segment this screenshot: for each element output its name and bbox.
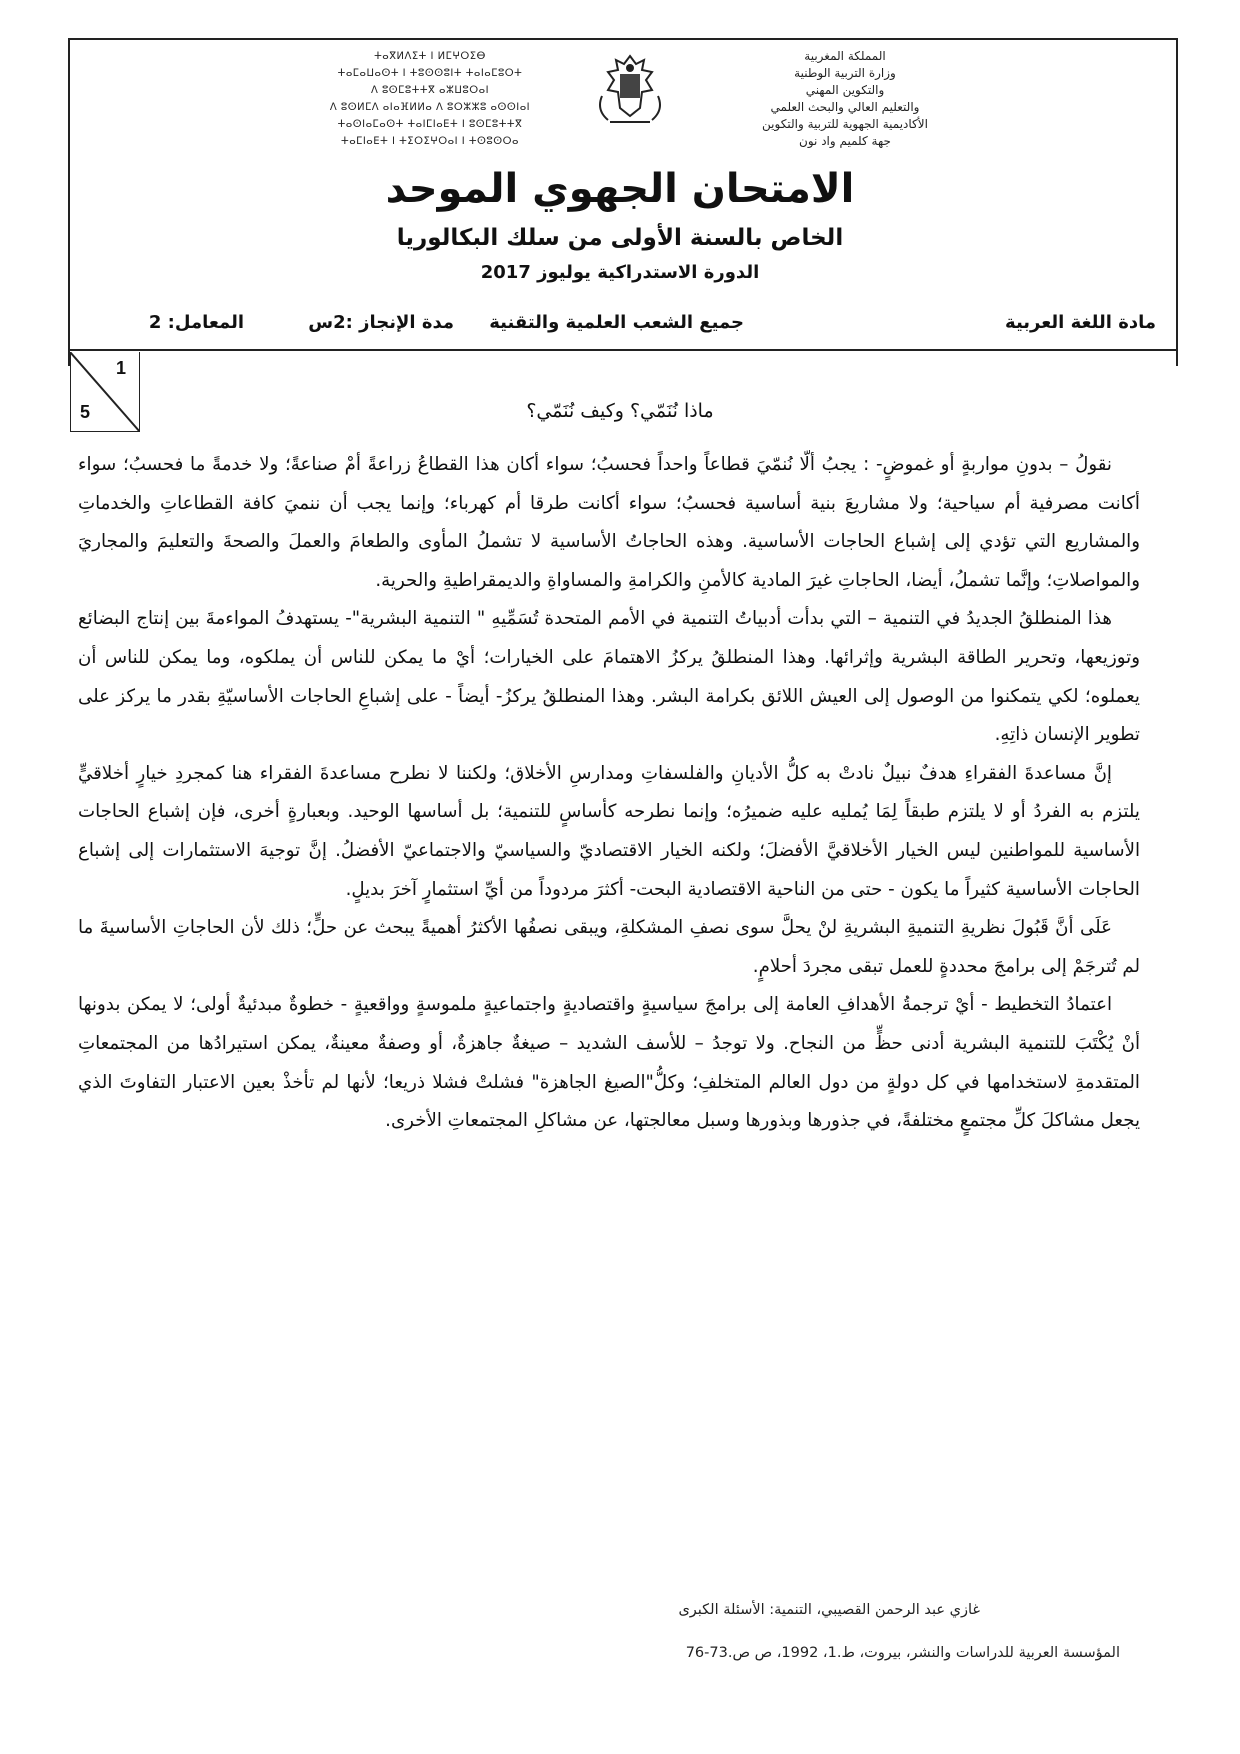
ministry-line: والتكوين المهني [805,83,885,97]
text-title: ماذا نُنَمّي؟ وكيف نُنَمّي؟ [526,400,714,422]
duration-label: مدة الإنجاز :2س [308,312,454,333]
tifinagh-line: ⴷ ⵓⵙⵎⵓⵜⵜⴳ ⴰⵣⵡⵓⵔⴰⵏ [370,85,490,96]
ministry-line: والتعليم العالي والبحث العلمي [770,100,920,114]
streams-label: جميع الشعب العلمية والتقنية [489,312,744,333]
ministry-line: الأكاديمية الجهوية للتربية والتكوين [762,117,928,131]
ministry-line: جهة كلميم واد نون [799,134,891,148]
paragraph: هذا المنطلقُ الجديدُ في التنمية – التي بدأت أدبياتُ التنمية في الأمم المتحدة تُسَمِّيهِ " التنمية البشرية"- يستهدفُ المواءمةَ بين إنتاج البضائع وتوزيعها، وتحرير الطاقة البشرية وإثرائها. وهذا المنطلقُ يركزُ الاهتمامَ على الخيارات؛ أيْ ما يمكن للناس أن يملكوه، وما يمكن للناس أن يعملوه؛ لكي يتمكنوا من الوصول إلى العيش اللائق بكرامة البشر. وهذا المنطلقُ يركزُ- أيضاً - على إشباعِ الحاجات الأساسيّةِ بقدر ما يركز على تطوير الإنسان ذاتِهِ. [78,608,1140,746]
source-author: غازي عبد الرحمن القصيبي، التنمية: الأسئلة الكبرى [678,1602,980,1618]
page-total: 5 [80,402,91,422]
subject-label: مادة اللغة العربية [1005,312,1156,333]
coefficient-label: المعامل: 2 [148,312,244,333]
divider [68,349,1178,351]
text-body [78,446,1140,1141]
exam-session: الدورة الاستدراكية يوليوز 2017 [480,262,760,283]
ministry-header [680,48,1010,150]
royal-emblem-icon [590,50,670,130]
exam-title: الامتحان الجهوي الموحد [385,166,855,212]
tifinagh-line: ⵜⴰⵙⵏⴰⵎⴰⵙⵜ ⵜⴰⵏⵎⵏⴰⴹⵜ ⵏ ⵓⵙⵎⵓⵜⵜⴳ [337,119,523,130]
exam-subtitle: الخاص بالسنة الأولى من سلك البكالوريا [396,225,844,251]
ministry-line: وزارة التربية الوطنية [794,66,896,80]
paragraph: عَلَى أنَّ قَبُولَ نظريةِ التنميةِ البشريةِ لنْ يحلَّ سوى نصفِ المشكلةِ، ويبقى نصفُها الأكثرُ أهميةً يبحث عن حلٍّ؛ ذلك لأن الحاجاتِ الأساسيةَ ما لم تُترجَمْ إلى برامجَ محددةٍ للعمل تبقى مجردَ أحلامٍ. [78,917,1140,977]
paragraph: اعتمادُ التخطيط - أيْ ترجمةُ الأهدافِ العامة إلى برامجَ سياسيةٍ واقتصاديةٍ واجتماعيةٍ ملموسةٍ وواقعيةٍ - خطوةٌ مبدئيةٌ أولى؛ لا يمكن بدونها أنْ يُكْتَبَ للتنمية البشرية أدنى حظٍّ من النجاح. ولا توجدُ – للأسف الشديد – صيغةٌ جاهزةٌ، أو وصفةٌ معينةٌ، يمكن استيرادُها من المجتمعاتِ المتقدمةِ لاستخدامها في كل دولةٍ من دول العالم المتخلفِ؛ وكلُّ"الصيغ الجاهزة" فشلتْ فشلا ذريعا؛ لأنها لم تأخذْ بعين الاعتبار التفاوتَ الذي يجعل مشاكلَ كلِّ مجتمعٍ مختلفةً، في جذورها وبذورها وسبل معالجتها، عن مشاكلِ المجتمعاتِ الأخرى. [78,994,1140,1132]
source-publisher: المؤسسة العربية للدراسات والنشر، بيروت، ط.1، 1992، ص ص.73-76 [685,1645,1120,1661]
tifinagh-line: ⵜⴰⴳⵍⴷⵉⵜ ⵏ ⵍⵎⵖⵔⵉⴱ [374,51,486,62]
tifinagh-line: ⵜⴰⵎⴰⵡⴰⵙⵜ ⵏ ⵜⵓⵙⵙⵓⵏⵜ ⵜⴰⵏⴰⵎⵓⵔⵜ [337,68,523,79]
tifinagh-line: ⵜⴰⵎⵏⴰⴹⵜ ⵏ ⵜⵉⵔⵉⵖⵔⴰⵏ ⵏ ⵜⵙⵓⵙⵔⴰ [341,136,519,147]
tifinagh-header [270,48,590,150]
paragraph: إنَّ مساعدةَ الفقراءِ هدفٌ نبيلٌ نادتْ به كلُّ الأديانِ والفلسفاتِ ومدارسِ الأخلاق؛ ولكننا لا نطرح مساعدةَ الفقراء هنا كمجردِ خيارٍ أخلاقيٍّ يلتزم به الفردُ أو لا يلتزم طبقاً لِمَا يُمليه عليه ضميرُه؛ وإنما نطرحه كأساسٍ للتنمية؛ بل أساسها الوحيد. وبعبارةٍ أخرى، فإن إشباع الحاجات الأساسية للمواطنين ليس الخيار الأخلاقيَّ الأفضلَ؛ ولكنه الخيار الاقتصاديّ والسياسيّ والاجتماعيّ الأفضلُ. إنَّ توجيهَ الاستثمارات إلى إشباع الحاجات الأساسية كثيراً ما يكون - حتى من الناحية الاقتصادية البحت- أكثرَ مردوداً من أيِّ استثمارٍ آخرَ بديلٍ. [78,762,1140,900]
tifinagh-line: ⴷ ⵓⵙⵍⵎⴷ ⴰⵏⴰⴼⵍⵍⴰ ⴷ ⵓⵔⵣⵣⵓ ⴰⵙⵙⵏⴰⵏ [329,102,531,113]
paragraph: نقولُ – بدونِ مواربةٍ أو غموضٍ- : يجبُ ألّا نُنمّيَ قطاعاً واحداً فحسبُ؛ سواء أكان هذا القطاعُ زراعةً أمْ صناعةً؛ ولا خدمةً ما فحسبُ؛ سواء أكانت مصرفية أم سياحية؛ ولا مشاريعَ بنية أساسية فحسبُ؛ سواء أكانت طرقا أم كهرباء؛ وإنما يجب أن ننميَ كافة القطاعاتِ والخدماتِ والمشاريع التي تؤدي إلى إشباع الحاجات الأساسية. وهذه الحاجاتُ الأساسية لا تشملُ المأوى والطعامَ والعملَ والصحةَ والتعليمَ والمجاريَ والمواصلاتِ؛ وإنَّما تشملُ، أيضا، الحاجاتِ غيرَ المادية كالأمنِ والكرامةِ والمساواةِ والديمقراطيةِ والحرية. [78,454,1140,591]
exam-info-row [68,300,1174,348]
page-current: 1 [116,358,127,378]
ministry-line: المملكة المغربية [804,49,886,63]
